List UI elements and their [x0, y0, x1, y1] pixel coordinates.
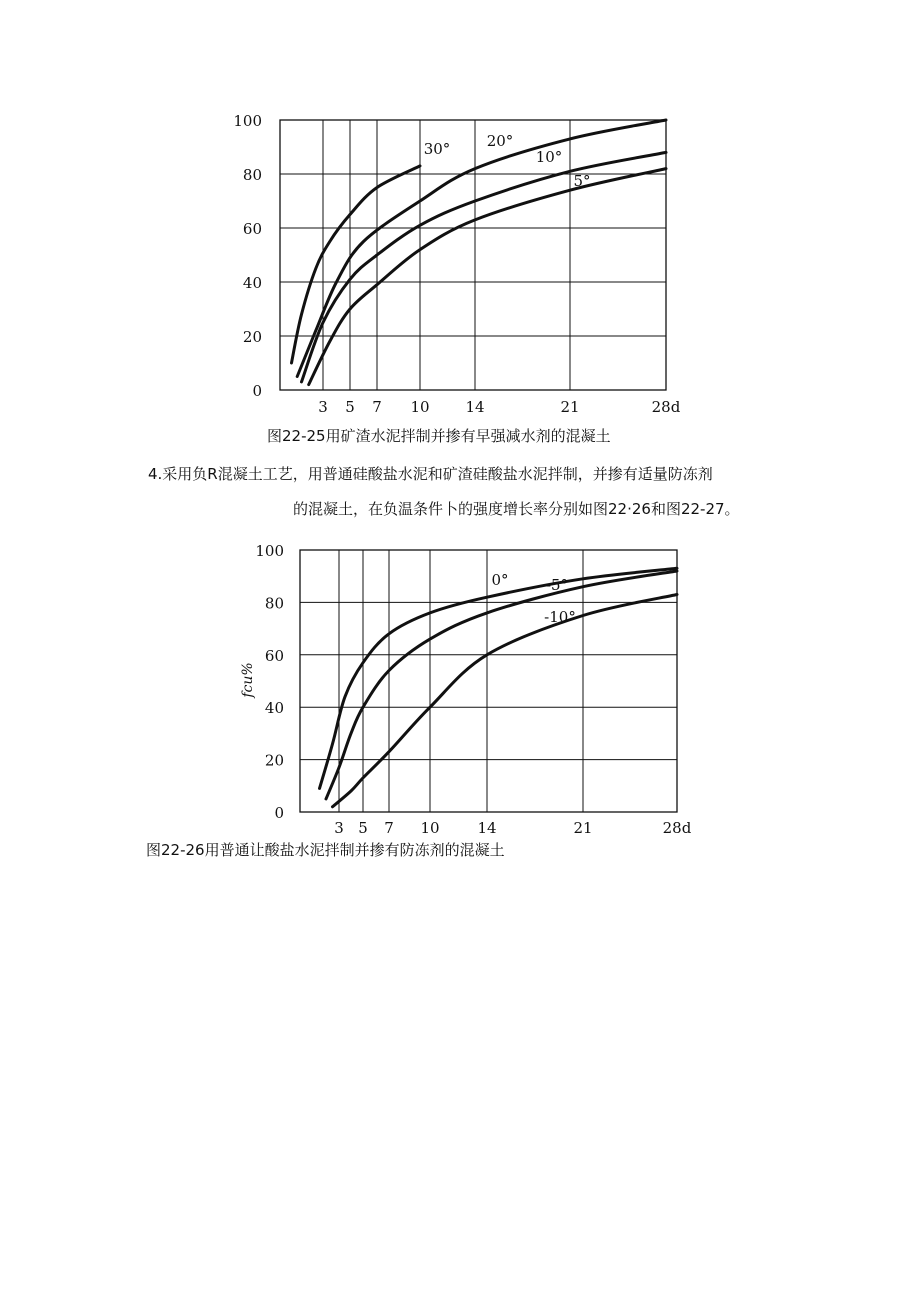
y-tick-label: 100 — [255, 542, 284, 560]
paragraph-line-2: 的混凝土，在负温条件卜的强度增长率分别如图22·26和图22-27。 — [293, 500, 740, 518]
chart-tick-labels — [255, 542, 691, 837]
paragraph-line-1: 4.采用负R混凝土工艺，用普通硅酸盐水泥和矿渣硅酸盐水泥拌制，并掺有适量防冻剂 — [148, 465, 713, 483]
x-tick-label: 21 — [560, 398, 580, 416]
series-label: -10° — [544, 608, 576, 626]
x-tick-label: 28d — [651, 398, 681, 416]
x-tick-label: 3 — [334, 819, 344, 837]
y-tick-label: 0 — [274, 804, 284, 822]
x-tick-label: 10 — [410, 398, 430, 416]
y-tick-label: 20 — [242, 328, 262, 346]
x-tick-label: 14 — [465, 398, 485, 416]
series-label: 20° — [486, 132, 514, 150]
y-tick-label: 60 — [242, 220, 262, 238]
y-tick-label: 0 — [252, 382, 262, 400]
y-tick-label: 40 — [242, 274, 262, 292]
x-tick-label: 10 — [420, 819, 440, 837]
series-line — [333, 595, 678, 807]
figure-caption-22-25: 图22-25用矿渣水泥拌制并掺有早强减水剂的混凝土 — [267, 427, 611, 445]
figure-caption-22-26: 图22-26用普通让酸盐水泥拌制并掺有防冻剂的混凝土 — [146, 841, 505, 859]
series-line — [320, 568, 678, 788]
chart-grid — [300, 550, 677, 812]
series-label: 0° — [491, 571, 509, 589]
series-label: -5° — [545, 576, 569, 594]
series-label: 10° — [535, 148, 563, 166]
x-tick-label: 7 — [372, 398, 382, 416]
x-tick-label: 3 — [318, 398, 328, 416]
x-tick-label: 7 — [384, 819, 394, 837]
y-tick-label: 40 — [264, 699, 284, 718]
x-tick-label: 21 — [573, 819, 593, 837]
x-tick-label: 28d — [662, 819, 692, 837]
chart-series — [320, 568, 678, 807]
x-tick-label: 14 — [477, 819, 497, 837]
y-tick-label: 80 — [264, 594, 284, 613]
x-tick-label: 5 — [358, 819, 368, 837]
x-tick-label: 5 — [345, 398, 355, 416]
y-tick-label: 20 — [264, 751, 284, 770]
plot-frame — [300, 550, 677, 812]
y-tick-label: 80 — [242, 166, 262, 184]
series-label: 5° — [573, 172, 591, 190]
series-label: 30° — [423, 140, 451, 158]
y-axis-label: fcu% — [240, 662, 256, 698]
y-tick-label: 100 — [233, 112, 262, 130]
y-tick-label: 60 — [264, 646, 284, 665]
